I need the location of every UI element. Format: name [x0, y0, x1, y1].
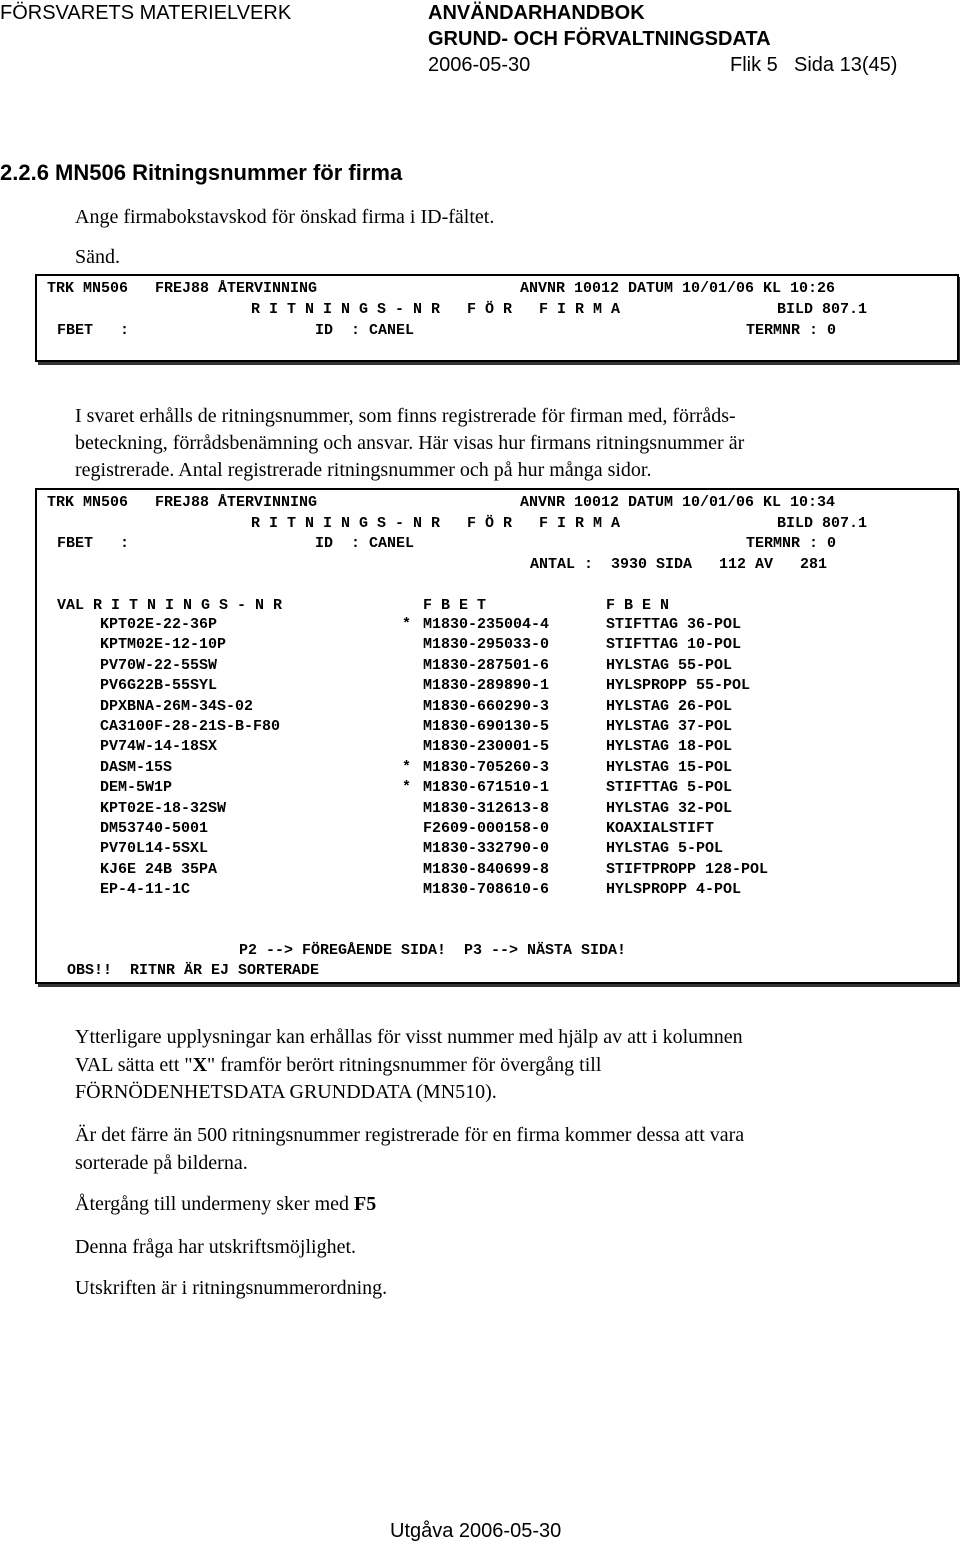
- screen2-bild: BILD 807.1: [777, 515, 868, 532]
- org-name: FÖRSVARETS MATERIELVERK: [0, 2, 292, 24]
- bottom-p2-line2: sorterade på bilderna.: [75, 1152, 248, 1174]
- col-header-fbet: F B E T: [423, 597, 487, 614]
- bottom-p2-line1: Är det färre än 500 ritningsnummer registrerade för en firma kommer dessa att vara: [75, 1124, 745, 1146]
- ritningsnummer-cell: KPT02E-18-32SW: [100, 800, 227, 817]
- nav-hint: P2 --> FÖREGÅENDE SIDA! P3 --> NÄSTA SIDA!: [239, 942, 627, 959]
- fben-cell: HYLSPROPP 4-POL: [606, 881, 742, 898]
- bottom-p1-line1: Ytterligare upplysningar kan erhållas för visst nummer med hjälp av att i kolumnen: [75, 1026, 743, 1048]
- p1-line2-b: " framför berört ritningsnummer för övergång till: [207, 1054, 602, 1076]
- doc-title: ANVÄNDARHANDBOK: [428, 2, 645, 24]
- bottom-p3: [75, 1193, 376, 1216]
- fbet-cell: M1830-235004-4: [423, 616, 550, 633]
- col-header-val-nr: VAL R I T N I N G S - N R: [57, 597, 283, 614]
- screen2-fbet-label: FBET :: [57, 535, 130, 552]
- fben-cell: HYLSTAG 18-POL: [606, 738, 733, 755]
- fben-cell: HYLSTAG 37-POL: [606, 718, 733, 735]
- middle-line-2: beteckning, förrådsbenämning och ansvar. Här visas hur firmans ritningsnummer är: [75, 432, 745, 454]
- ritningsnummer-cell: DEM-5W1P: [100, 779, 173, 796]
- ritningsnummer-cell: DASM-15S: [100, 759, 173, 776]
- obs-notice: OBS!! RITNR ÄR EJ SORTERADE: [67, 962, 320, 979]
- doc-subtitle: GRUND- OCH FÖRVALTNINGSDATA: [428, 28, 771, 50]
- screen1-id-field[interactable]: ID : CANEL: [315, 322, 415, 339]
- fben-cell: HYLSPROPP 55-POL: [606, 677, 751, 694]
- flag-cell: *: [402, 759, 412, 776]
- fben-cell: HYLSTAG 15-POL: [606, 759, 733, 776]
- fbet-cell: M1830-690130-5: [423, 718, 550, 735]
- ritningsnummer-cell: KPT02E-22-36P: [100, 616, 218, 633]
- page-number: Sida 13(45): [794, 54, 898, 76]
- section-tab: Flik 5: [730, 54, 778, 76]
- bottom-p1-line3: FÖRNÖDENHETSDATA GRUNDDATA (MN510).: [75, 1081, 497, 1103]
- screen1-fbet-label: FBET :: [57, 322, 130, 339]
- p1-line2-x: X: [192, 1054, 208, 1076]
- ritningsnummer-cell: CA3100F-28-21S-B-F80: [100, 718, 281, 735]
- ritningsnummer-cell: KPTM02E-12-10P: [100, 636, 227, 653]
- fbet-cell: F2609-000158-0: [423, 820, 550, 837]
- col-header-fben: F B E N: [606, 597, 670, 614]
- p1-line2-a: VAL sätta ett ": [75, 1054, 193, 1076]
- flag-cell: *: [402, 616, 412, 633]
- screen2-header-right: ANVNR 10012 DATUM 10/01/06 KL 10:34: [520, 494, 836, 511]
- antal-line: ANTAL : 3930 SIDA 112 AV 281: [530, 556, 828, 573]
- doc-date: 2006-05-30: [428, 54, 531, 76]
- fben-cell: STIFTTAG 10-POL: [606, 636, 742, 653]
- section-heading: 2.2.6 MN506 Ritningsnummer för firma: [0, 160, 403, 185]
- fben-cell: HYLSTAG 32-POL: [606, 800, 733, 817]
- ritningsnummer-cell: PV70L14-5SXL: [100, 840, 209, 857]
- fben-cell: HYLSTAG 55-POL: [606, 657, 733, 674]
- ritningsnummer-cell: DM53740-5001: [100, 820, 209, 837]
- fben-cell: HYLSTAG 5-POL: [606, 840, 724, 857]
- ritningsnummer-cell: PV74W-14-18SX: [100, 738, 218, 755]
- fbet-cell: M1830-705260-3: [423, 759, 550, 776]
- screen1-termnr: TERMNR : 0: [746, 322, 837, 339]
- ritningsnummer-cell: PV6G22B-55SYL: [100, 677, 218, 694]
- intro-line-2: Sänd.: [75, 246, 120, 268]
- ritningsnummer-cell: KJ6E 24B 35PA: [100, 861, 218, 878]
- fben-cell: STIFTTAG 36-POL: [606, 616, 742, 633]
- screen1-bild: BILD 807.1: [777, 301, 868, 318]
- screen2-termnr: TERMNR : 0: [746, 535, 837, 552]
- intro-line-1: Ange firmabokstavskod för önskad firma i ID-fältet.: [75, 206, 495, 228]
- screen2-header-left: TRK MN506 FREJ88 ÅTERVINNING: [47, 494, 318, 511]
- fbet-cell: M1830-671510-1: [423, 779, 550, 796]
- fbet-cell: M1830-289890-1: [423, 677, 550, 694]
- fbet-cell: M1830-660290-3: [423, 698, 550, 715]
- bottom-p1-line2: [75, 1054, 601, 1077]
- fbet-cell: M1830-295033-0: [423, 636, 550, 653]
- fben-cell: KOAXIALSTIFT: [606, 820, 715, 837]
- fben-cell: STIFTTAG 5-POL: [606, 779, 733, 796]
- bottom-p5: Utskriften är i ritningsnummerordning.: [75, 1277, 388, 1299]
- fbet-cell: M1830-312613-8: [423, 800, 550, 817]
- fbet-cell: M1830-708610-6: [423, 881, 550, 898]
- screen2-title: R I T N I N G S - N R F Ö R F I R M A: [251, 515, 621, 532]
- flag-cell: *: [402, 779, 412, 796]
- middle-line-1: I svaret erhålls de ritningsnummer, som finns registrerade för firman med, förråds-: [75, 405, 736, 427]
- ritningsnummer-cell: DPXBNA-26M-34S-02: [100, 698, 254, 715]
- ritningsnummer-cell: PV70W-22-55SW: [100, 657, 218, 674]
- middle-line-3: registrerade. Antal registrerade ritningsnummer och på hur många sidor.: [75, 459, 652, 481]
- screen2-id-field[interactable]: ID : CANEL: [315, 535, 415, 552]
- terminal-screen-2: [35, 488, 959, 984]
- terminal-screen-1: [35, 274, 959, 362]
- screen1-header-right: ANVNR 10012 DATUM 10/01/06 KL 10:26: [520, 280, 836, 297]
- fbet-cell: M1830-230001-5: [423, 738, 550, 755]
- fben-cell: HYLSTAG 26-POL: [606, 698, 733, 715]
- bottom-p4: Denna fråga har utskriftsmöjlighet.: [75, 1236, 357, 1258]
- fbet-cell: M1830-332790-0: [423, 840, 550, 857]
- screen1-header-left: TRK MN506 FREJ88 ÅTERVINNING: [47, 280, 318, 297]
- p3-text: Återgång till undermeny sker med: [75, 1193, 355, 1215]
- screen1-title: R I T N I N G S - N R F Ö R F I R M A: [251, 301, 621, 318]
- footer-edition: Utgåva 2006-05-30: [390, 1520, 562, 1542]
- ritningsnummer-cell: EP-4-11-1C: [100, 881, 191, 898]
- fbet-cell: M1830-840699-8: [423, 861, 550, 878]
- fben-cell: STIFTPROPP 128-POL: [606, 861, 769, 878]
- p3-key: F5: [354, 1193, 377, 1215]
- fbet-cell: M1830-287501-6: [423, 657, 550, 674]
